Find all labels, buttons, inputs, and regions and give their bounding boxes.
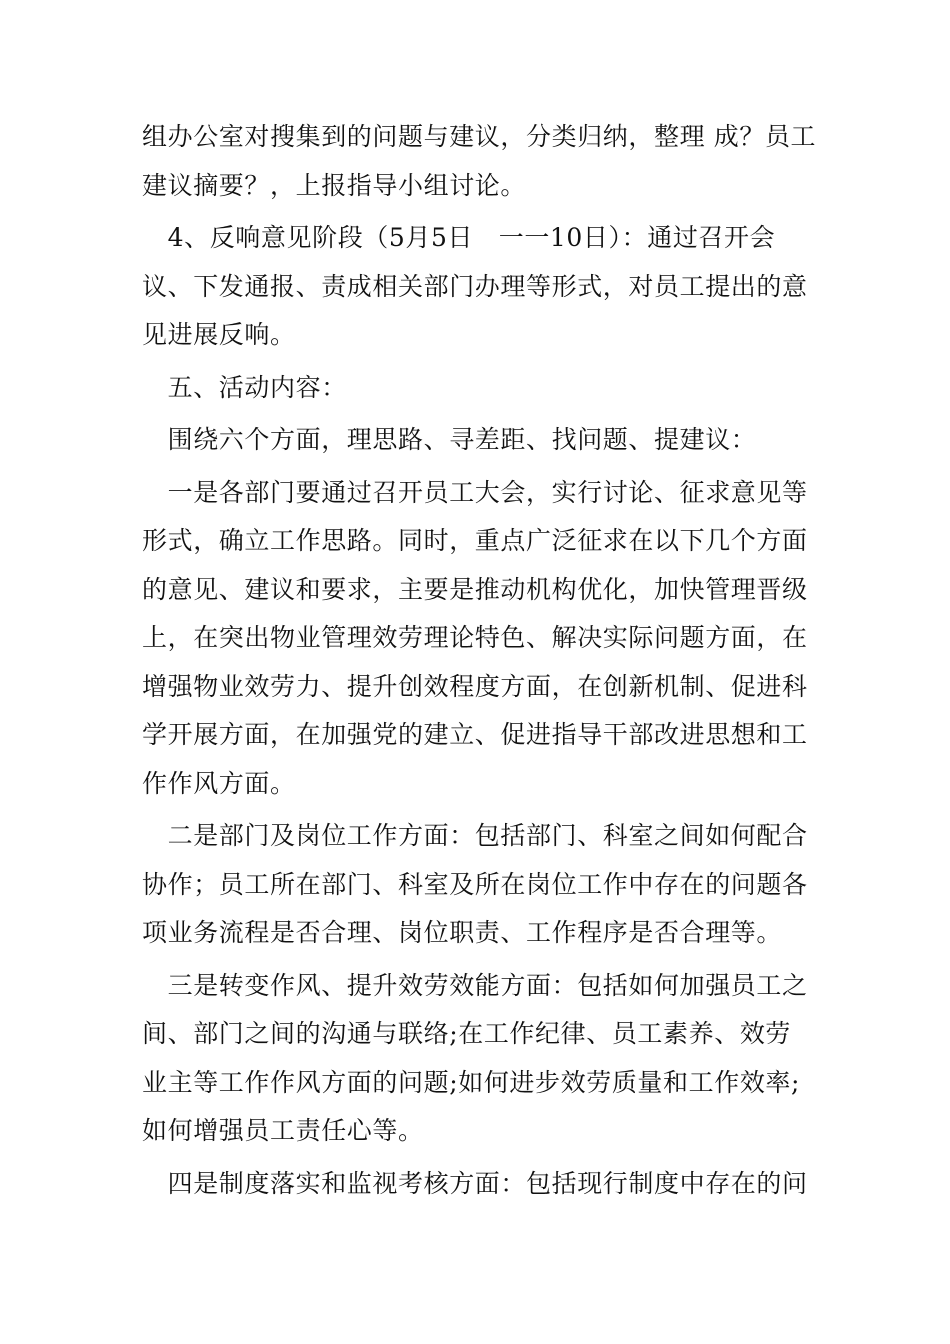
paragraph-1: 组办公室对搜集到的问题与建议，分类归纳，整理 成？员工建议摘要？，上报指导小组讨论。 bbox=[142, 122, 817, 200]
paragraph-3: 五、活动内容： bbox=[142, 372, 347, 402]
paragraph-7: 三是转变作风、提升效劳效能方面：包括如何加强员工之间、部门之间的沟通与联络;在工作纪律、员工素养、效劳 业主等工作作风方面的问题;如何进步效劳质量和工作效率; 如何增强员工责任心等。 bbox=[142, 970, 809, 1145]
paragraph-5: 一是各部门要通过召开员工大会，实行讨论、征求意见等 形式，确立工作思路。同时，重点广泛征求在以下几个方面 的意见、建议和要求，主要是推动机构优化，加快管理晋级 上，在突出物业管理效劳理论特色、解决实际问题方面，在 增强物业效劳力、提升创效程度方面，在创新机制、促进科 学开展方面，在加强党的建立、促进指导干部改进思想和工 作作风方面。 bbox=[142, 477, 817, 798]
paragraph-2: 4、反响意见阶段（5月5日 一一10日）：通过召开会 议、下发通报、责成相关部门办理等形式，对员工提出的意 见进展反响。 bbox=[142, 223, 817, 349]
document-body bbox=[142, 113, 822, 1208]
paragraph-6: 二是部门及岗位工作方面：包括部门、科室之间如何配合 协作；员工所在部门、科室及所在岗位工作中存在的问题各 项业务流程是否合理、岗位职责、工作程序是否合理等。 bbox=[142, 821, 817, 947]
paragraph-8: 四是制度落实和监视考核方面：包括现行制度中存在的问 bbox=[142, 1168, 808, 1198]
paragraph-4: 围绕六个方面，理思路、寻差距、找问题、提建议： bbox=[142, 425, 757, 454]
